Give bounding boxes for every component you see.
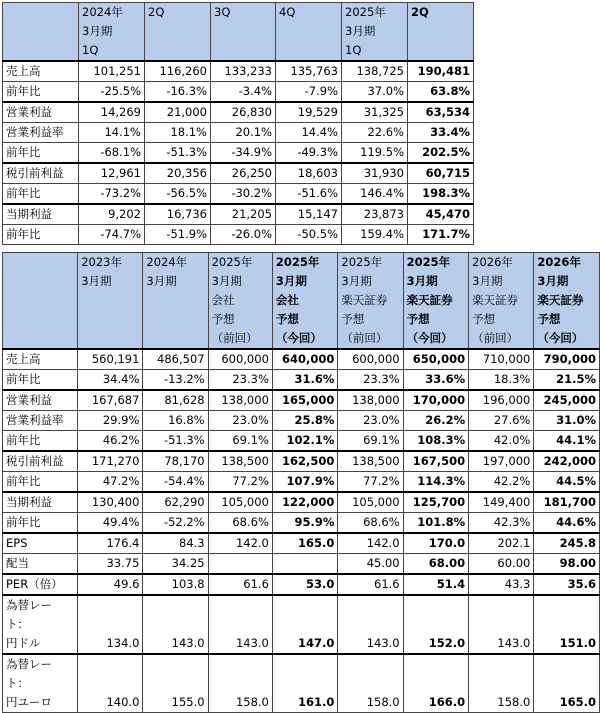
table-cell: 165.0	[272, 533, 338, 554]
table-cell: 14.4%	[276, 123, 342, 143]
row-label: 営業利益	[3, 390, 78, 411]
table-cell: 170.0	[403, 533, 469, 554]
row-label: 売上高	[3, 349, 78, 370]
table-cell: 143.0	[143, 595, 208, 654]
table-cell: 198.3%	[408, 184, 474, 205]
column-header: 4Q	[276, 3, 342, 62]
table-cell: -3.4%	[211, 82, 276, 103]
table-cell: 26.2%	[403, 411, 469, 431]
row-label: 前年比	[3, 370, 78, 391]
table-cell: 20.1%	[211, 123, 276, 143]
table-cell: -7.9%	[276, 82, 342, 103]
table-cell: 12,961	[79, 163, 145, 184]
table-cell: 245,000	[534, 390, 600, 411]
table-cell: 9,202	[79, 204, 145, 225]
table-cell: -26.0%	[211, 225, 276, 245]
column-header: 2024年 3月期	[143, 253, 208, 350]
table-cell: 135,763	[276, 61, 342, 82]
table-row	[3, 143, 474, 164]
table-cell: 197,000	[469, 451, 534, 472]
table-cell: 190,481	[408, 61, 474, 82]
table-cell: 114.3%	[403, 472, 469, 493]
table-row	[3, 574, 600, 595]
table-cell: 600,000	[338, 349, 403, 370]
table-row	[3, 431, 600, 452]
table-cell: 600,000	[208, 349, 272, 370]
table-cell: 15,147	[276, 204, 342, 225]
table-cell: 16,736	[145, 204, 211, 225]
column-header: 2026年 3月期 楽天証券 予想 （前回）	[469, 253, 534, 350]
table-cell: 245.8	[534, 533, 600, 554]
row-label: 当期利益	[3, 492, 78, 513]
table-cell: 49.4%	[78, 513, 143, 534]
row-label: 前年比	[3, 472, 78, 493]
table-cell: 68.00	[403, 554, 469, 575]
table-cell: 31,325	[342, 102, 408, 123]
table-cell: 146.4%	[342, 184, 408, 205]
column-header: 2Q	[408, 3, 474, 62]
table-row	[3, 225, 474, 245]
header-row	[3, 3, 474, 62]
table-cell: 44.6%	[534, 513, 600, 534]
table-cell: 53.0	[272, 574, 338, 595]
table-cell: 149,400	[469, 492, 534, 513]
table-cell: 138,725	[342, 61, 408, 82]
table-cell: 105,000	[338, 492, 403, 513]
header-row	[3, 253, 600, 350]
row-label: 営業利益	[3, 102, 79, 123]
table-row	[3, 390, 600, 411]
table-cell: 142.0	[338, 533, 403, 554]
table-row	[3, 82, 474, 103]
table-cell: 34.4%	[78, 370, 143, 391]
table-cell: 151.0	[534, 595, 600, 654]
table-cell: -16.3%	[145, 82, 211, 103]
table-row	[3, 204, 474, 225]
table-cell: 21.5%	[534, 370, 600, 391]
table-cell: 165,000	[272, 390, 338, 411]
table-cell: 140.0	[78, 654, 143, 713]
table-cell: 18.1%	[145, 123, 211, 143]
column-header: 2025年 3月期 会社 予想 （今回）	[272, 253, 338, 350]
table-cell: 138,000	[208, 390, 272, 411]
table-row	[3, 102, 474, 123]
table-cell: -25.5%	[79, 82, 145, 103]
table-cell: 42.3%	[469, 513, 534, 534]
table-cell: 77.2%	[208, 472, 272, 493]
table-cell: 125,700	[403, 492, 469, 513]
table-cell: 31.0%	[534, 411, 600, 431]
table-cell: 27.6%	[469, 411, 534, 431]
table-cell: 102.1%	[272, 431, 338, 452]
table-row	[3, 163, 474, 184]
row-label: 為替レート： 円ユーロ	[3, 654, 78, 713]
table-cell: 46.2%	[78, 431, 143, 452]
table-cell: 61.6	[208, 574, 272, 595]
column-header	[3, 3, 79, 62]
row-label: 営業利益率	[3, 123, 79, 143]
table-cell: -52.2%	[143, 513, 208, 534]
table-cell: 63.8%	[408, 82, 474, 103]
row-label: PER（倍）	[3, 574, 78, 595]
row-label: 前年比	[3, 82, 79, 103]
table-cell: 25.8%	[272, 411, 338, 431]
table-cell: 26,250	[211, 163, 276, 184]
table-cell: 202.5%	[408, 143, 474, 164]
row-label: 前年比	[3, 225, 79, 245]
table-cell: 130,400	[78, 492, 143, 513]
table-cell: 68.6%	[208, 513, 272, 534]
table-cell: 162,500	[272, 451, 338, 472]
table-cell: -13.2%	[143, 370, 208, 391]
table-cell: 61.6	[338, 574, 403, 595]
table-cell: 116,260	[145, 61, 211, 82]
table-cell: 35.6	[534, 574, 600, 595]
table-cell: -51.9%	[145, 225, 211, 245]
table-cell: 105,000	[208, 492, 272, 513]
table-row	[3, 654, 600, 713]
row-label: 前年比	[3, 143, 79, 164]
column-header: 2026年 3月期 楽天証券 予想 （今回）	[534, 253, 600, 350]
table-cell: 101.8%	[403, 513, 469, 534]
table-cell: 119.5%	[342, 143, 408, 164]
table-cell: 16.8%	[143, 411, 208, 431]
table-cell: -54.4%	[143, 472, 208, 493]
table-row	[3, 61, 474, 82]
column-header: 2024年 3月期 1Q	[79, 3, 145, 62]
table-cell: 167,687	[78, 390, 143, 411]
table-cell: 133,233	[211, 61, 276, 82]
table-cell: -51.6%	[276, 184, 342, 205]
table-row	[3, 533, 600, 554]
table-row	[3, 513, 600, 534]
table-cell: 49.6	[78, 574, 143, 595]
row-label: 売上高	[3, 61, 79, 82]
table-cell: 31,930	[342, 163, 408, 184]
table-cell: 81,628	[143, 390, 208, 411]
table-cell: 33.6%	[403, 370, 469, 391]
table-cell: -56.5%	[145, 184, 211, 205]
table-cell: 37.0%	[342, 82, 408, 103]
table-cell: 62,290	[143, 492, 208, 513]
table-cell: 560,191	[78, 349, 143, 370]
table-cell: 108.3%	[403, 431, 469, 452]
table-cell: 77.2%	[338, 472, 403, 493]
table-row	[3, 472, 600, 493]
row-label: 前年比	[3, 431, 78, 452]
table-cell: -51.3%	[145, 143, 211, 164]
table-cell: 26,830	[211, 102, 276, 123]
table-cell: 155.0	[143, 654, 208, 713]
table-cell: -34.9%	[211, 143, 276, 164]
table-cell: 790,000	[534, 349, 600, 370]
table-cell: 51.4	[403, 574, 469, 595]
row-label: EPS	[3, 533, 78, 554]
table-row	[3, 595, 600, 654]
table-cell: 152.0	[403, 595, 469, 654]
row-label: 税引前利益	[3, 451, 78, 472]
column-header: 2023年 3月期	[78, 253, 143, 350]
table-cell: 22.6%	[342, 123, 408, 143]
table-row	[3, 349, 600, 370]
table-cell: 176.4	[78, 533, 143, 554]
table-cell: -51.3%	[143, 431, 208, 452]
table-cell: 158.0	[208, 654, 272, 713]
quarterly-table	[2, 2, 474, 245]
table-cell: 143.0	[208, 595, 272, 654]
table-cell: 147.0	[272, 595, 338, 654]
row-label: 営業利益率	[3, 411, 78, 431]
column-header: 2Q	[145, 3, 211, 62]
table-cell: 103.8	[143, 574, 208, 595]
column-header: 2025年 3月期 楽天証券 予想 （今回）	[403, 253, 469, 350]
table-cell: 158.0	[469, 654, 534, 713]
table-cell: 68.6%	[338, 513, 403, 534]
table-cell: 202.1	[469, 533, 534, 554]
table-cell: 486,507	[143, 349, 208, 370]
column-header: 3Q	[211, 3, 276, 62]
table-cell: 43.3	[469, 574, 534, 595]
table-cell: 29.9%	[78, 411, 143, 431]
table-cell: 143.0	[469, 595, 534, 654]
table-cell: 142.0	[208, 533, 272, 554]
table-cell: 107.9%	[272, 472, 338, 493]
table-cell: 14.1%	[79, 123, 145, 143]
table-cell: 23.0%	[338, 411, 403, 431]
table-cell: 166.0	[403, 654, 469, 713]
table-cell: -49.3%	[276, 143, 342, 164]
table-cell: 167,500	[403, 451, 469, 472]
table-row	[3, 370, 600, 391]
row-label: 為替レート： 円ドル	[3, 595, 78, 654]
table-cell: -30.2%	[211, 184, 276, 205]
table-cell: -50.5%	[276, 225, 342, 245]
row-label: 当期利益	[3, 204, 79, 225]
table-cell: -73.2%	[79, 184, 145, 205]
column-header: 2025年 3月期 会社 予想 （前回）	[208, 253, 272, 350]
table-row	[3, 492, 600, 513]
table-cell: 159.4%	[342, 225, 408, 245]
table-cell: 84.3	[143, 533, 208, 554]
table-cell: 44.1%	[534, 431, 600, 452]
table-cell: 45,470	[408, 204, 474, 225]
table-cell: 19,529	[276, 102, 342, 123]
table-cell: 170,000	[403, 390, 469, 411]
table-cell: 42.0%	[469, 431, 534, 452]
table-cell: 45.00	[338, 554, 403, 575]
table-cell: 47.2%	[78, 472, 143, 493]
table-cell: -74.7%	[79, 225, 145, 245]
table-cell: 98.00	[534, 554, 600, 575]
table-cell: 23,873	[342, 204, 408, 225]
table-cell: 33.4%	[408, 123, 474, 143]
column-header: 2025年 3月期 1Q	[342, 3, 408, 62]
table-cell: 31.6%	[272, 370, 338, 391]
table-row	[3, 123, 474, 143]
table-cell: 181,700	[534, 492, 600, 513]
table-cell: 14,269	[79, 102, 145, 123]
column-header: 2025年 3月期 楽天証券 予想 （前回）	[338, 253, 403, 350]
table-cell: 101,251	[79, 61, 145, 82]
table-cell: 23.3%	[338, 370, 403, 391]
table-row	[3, 411, 600, 431]
row-label: 前年比	[3, 184, 79, 205]
table-row	[3, 554, 600, 575]
table-cell: 143.0	[338, 595, 403, 654]
table-cell: 242,000	[534, 451, 600, 472]
table-cell: 69.1%	[208, 431, 272, 452]
table-cell: 69.1%	[338, 431, 403, 452]
table-cell: 21,205	[211, 204, 276, 225]
row-label: 税引前利益	[3, 163, 79, 184]
table-cell: 640,000	[272, 349, 338, 370]
table-row	[3, 184, 474, 205]
table-cell: 78,170	[143, 451, 208, 472]
table-cell: 60.00	[469, 554, 534, 575]
table-cell: 23.0%	[208, 411, 272, 431]
table-cell: 138,000	[338, 390, 403, 411]
table-cell: 23.3%	[208, 370, 272, 391]
table-cell: 158.0	[338, 654, 403, 713]
table-cell: 20,356	[145, 163, 211, 184]
annual-table	[2, 252, 600, 713]
table-cell: 138,500	[338, 451, 403, 472]
table-cell: 21,000	[145, 102, 211, 123]
table-cell: 165.0	[534, 654, 600, 713]
table-cell: 18,603	[276, 163, 342, 184]
column-header	[3, 253, 78, 350]
table-cell: 196,000	[469, 390, 534, 411]
table-cell	[208, 554, 272, 575]
table-cell: 138,500	[208, 451, 272, 472]
table-cell: 33.75	[78, 554, 143, 575]
table-cell: 171,270	[78, 451, 143, 472]
table-cell: 161.0	[272, 654, 338, 713]
table-cell: 42.2%	[469, 472, 534, 493]
table-cell: 134.0	[78, 595, 143, 654]
table-cell: 18.3%	[469, 370, 534, 391]
table-cell: 60,715	[408, 163, 474, 184]
table-row	[3, 451, 600, 472]
table-cell: 171.7%	[408, 225, 474, 245]
table-cell: 122,000	[272, 492, 338, 513]
table-cell	[272, 554, 338, 575]
row-label: 配当	[3, 554, 78, 575]
table-cell: 95.9%	[272, 513, 338, 534]
table-cell: 710,000	[469, 349, 534, 370]
table-cell: 44.5%	[534, 472, 600, 493]
table-cell: 63,534	[408, 102, 474, 123]
table-cell: 34.25	[143, 554, 208, 575]
table-cell: -68.1%	[79, 143, 145, 164]
row-label: 前年比	[3, 513, 78, 534]
table-cell: 650,000	[403, 349, 469, 370]
